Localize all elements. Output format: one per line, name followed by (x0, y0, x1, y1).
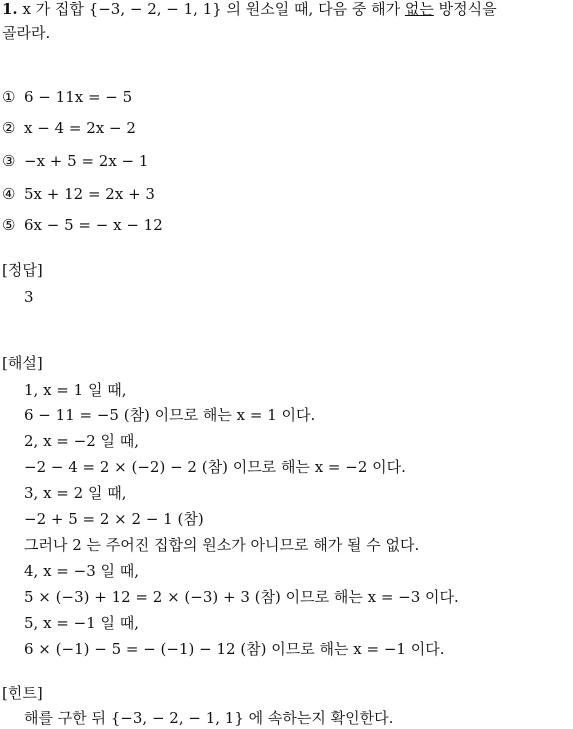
option-2-text: x − 4 = 2x − 2 (24, 119, 136, 137)
question-line-2: 골라라. (2, 24, 51, 42)
option-5-text: 6x − 5 = − x − 12 (24, 216, 163, 234)
option-1-mark: ① (2, 88, 16, 106)
explanation-line: 1, x = 1 일 때, (24, 381, 127, 399)
question-number: 1. (2, 0, 18, 18)
explanation-line: 5, x = −1 일 때, (24, 614, 140, 632)
explanation-line: 5 × (−3) + 12 = 2 × (−3) + 3 (참) 이므로 해는 x = −3 이다. (24, 588, 459, 606)
option-5-mark: ⑤ (2, 216, 16, 234)
option-4-text: 5x + 12 = 2x + 3 (24, 185, 155, 203)
option-3-mark: ③ (2, 152, 16, 170)
explanation-line: 6 × (−1) − 5 = − (−1) − 12 (참) 이므로 해는 x = −1 이다. (24, 640, 445, 658)
option-1-text: 6 − 11x = − 5 (24, 88, 133, 106)
answer-label: [정답] (2, 261, 43, 279)
option-3-text: −x + 5 = 2x − 1 (24, 152, 149, 170)
hint-label: [힌트] (2, 684, 43, 702)
question-text-part2: 방정식을 (433, 0, 497, 18)
option-1 (2, 87, 132, 107)
question-underlined-word: 없는 (404, 0, 434, 18)
explanation-line: 그러나 2 는 주어진 집합의 원소가 아니므로 해가 될 수 없다. (24, 536, 420, 554)
option-2-mark: ② (2, 119, 16, 137)
explanation-line: 6 − 11 = −5 (참) 이므로 해는 x = 1 이다. (24, 406, 316, 424)
option-3 (2, 151, 148, 171)
option-5 (2, 215, 163, 235)
explanation-line: −2 + 5 = 2 × 2 − 1 (참) (24, 510, 204, 528)
answer-value: 3 (24, 288, 34, 306)
option-4 (2, 184, 155, 204)
explanation-line: 4, x = −3 일 때, (24, 562, 140, 580)
explanation-line: −2 − 4 = 2 × (−2) − 2 (참) 이므로 해는 x = −2 이다. (24, 458, 406, 476)
explanation-line: 2, x = −2 일 때, (24, 432, 140, 450)
option-4-mark: ④ (2, 185, 16, 203)
explanation-line: 3, x = 2 일 때, (24, 484, 127, 502)
hint-text: 해를 구한 뒤 {−3, − 2, − 1, 1} 에 속하는지 확인한다. (24, 709, 394, 727)
explanation-label: [해설] (2, 354, 43, 372)
question-line-1 (2, 0, 497, 19)
option-2 (2, 118, 136, 138)
question-text-part1: x 가 집합 {−3, − 2, − 1, 1} 의 원소일 때, 다음 중 해가 (17, 0, 405, 18)
